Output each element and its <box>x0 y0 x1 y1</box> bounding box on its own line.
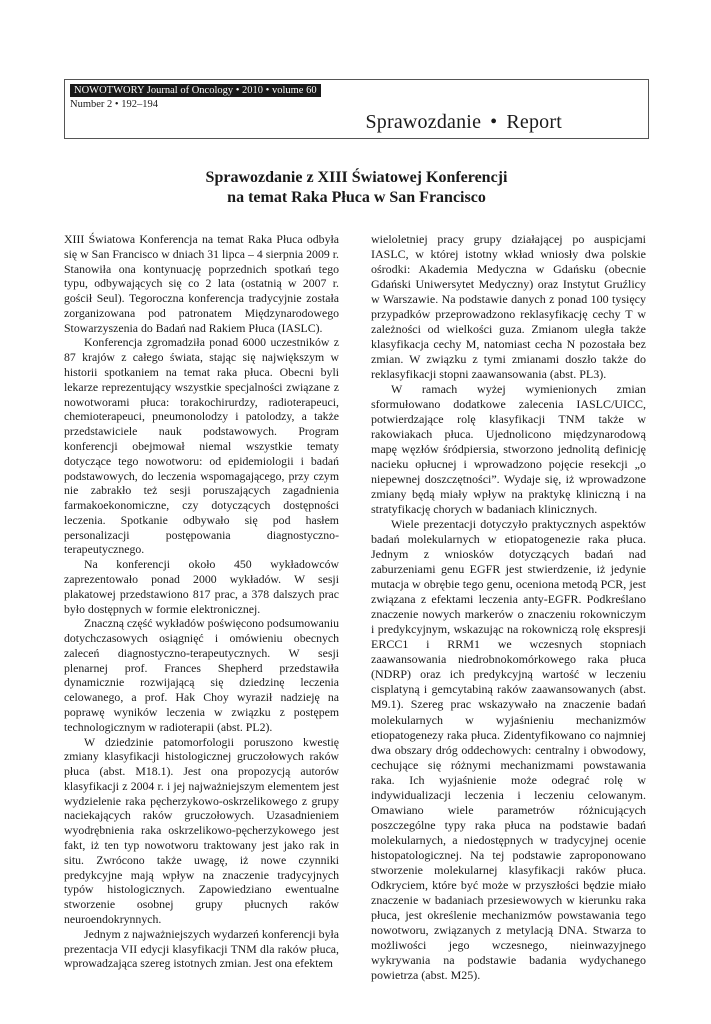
paragraph: W dziedzinie patomorfologii poruszono kwestię zmiany klasyfikacji histologicznej gruczołowych raków płuca (abst. M18.1). Jest ona propozycją autorów klasyfikacji z 2004 r. i jej najważniejszym elementem jest wydzielenie raka pęcherzykowo-oskrzelikowego z grupy naciekających raków gruczołowych. Uzasadnieniem wyodrębnienia raka oskrzelikowo-pęcherzykowego jest fakt, iż ten typ nowotworu traktowany jest jako rak in situ. Zwrócono także uwagę, iż nowe czynniki predykcyjne mają wpływ na znaczenie tradycyjnych typów histologicznych. Zapowiedziano ewentualne stworzenie osobnej grupy płucnych raków neuroendokrynnych. <box>64 734 339 926</box>
section-label <box>365 110 562 134</box>
paragraph: Jednym z najważniejszych wydarzeń konferencji była prezentacja VII edycji klasyfikacji TNM dla raków płuca, wprowadzająca szereg istotnych zmian. Jest ona efektem <box>64 926 339 971</box>
article-title <box>64 168 649 208</box>
left-column <box>64 232 339 971</box>
paragraph: Na konferencji około 450 wykładowców zaprezentowało ponad 2000 wykładów. W sesji plakatowej przedstawiono 817 prac, a 378 dalszych prac było dostępnych w formie elektronicznej. <box>64 557 339 616</box>
paragraph: Znaczną część wykładów poświęcono podsumowaniu dotychczasowych osiągnięć i omówieniu obecnych zaleceń diagnostyczno-terapeutycznych. W sesji plenarnej prof. Frances Shepherd przedstawiła dynamicznie rozwijającą się dziedzinę leczenia celowanego, a prof. Hak Choy wyraził nadzieję na poprawę wyników leczenia w związku z postępem technologicznym w radioterapii (abst. PL2). <box>64 616 339 734</box>
title-line-1: Sprawozdanie z XIII Światowej Konferencji <box>205 169 508 186</box>
paragraph: W ramach wyżej wymienionych zmian sformułowano dodatkowe zalecenia IASLC/UICC, potwierdzające rolę klasyfikacji TNM także w rakowiakach płuca. Ujednolicono międzynarodową mapę węzłów śródpiersia, stworzono jednolitą definicję nacieku opłucnej i wprowadzono pojęcie resekcji „o niepewnej doszczętności”. Wydaje się, iż wprowadzone zmiany będą miały wpływ na praktykę kliniczną i na stratyfikację chorych w badaniach klinicznych. <box>371 382 646 517</box>
journal-header <box>64 79 649 139</box>
paragraph: XIII Światowa Konferencja na temat Raka Płuca odbyła się w San Francisco w dniach 31 lipca – 4 sierpnia 2009 r. Stanowiła ona kontynuację poprzednich spotkań tego typu, odbywających się co 2 lata (ostatnią w 2007 r. gościł Seul). Tegoroczna konferencja tradycyjnie została zorganizowana pod patronatem Międzynarodowego Stowarzyszenia do Badań nad Rakiem Płuca (IASLC). <box>64 232 339 335</box>
section-label-polish: Sprawozdanie <box>365 111 482 133</box>
section-bullet: • <box>490 111 498 133</box>
paragraph: wieloletniej pracy grupy działającej po auspicjami IASLC, w której istotny wkład wniosły dwa polskie ośrodki: Akademia Medyczna w Gdańsku (obecnie Gdański Uniwersytet Medyczny) oraz Instytut Gruźlicy w Warszawie. Na podstawie danych z ponad 100 tysięcy przypadków przeprowadzono reklasyfikację cechy T w zależności od wielkości guza. Zmianom uległa także klasyfikacja cechy M, natomiast cecha N pozostała bez zmian. W związku z tymi zmianami doszło także do reklasyfikacji stopni zaawansowania (abst. PL3). <box>371 232 646 382</box>
section-label-english: Report <box>506 111 562 133</box>
issue-info: Number 2 • 192–194 <box>70 99 158 110</box>
journal-name: NOWOTWORY Journal of Oncology • 2010 • volume 60 <box>70 84 321 97</box>
paragraph: Wiele prezentacji dotyczyło praktycznych aspektów badań molekularnych w etiopatogenezie raka płuca. Jednym z wniosków dotyczących badań nad zaburzeniami genu EGFR jest stwierdzenie, iż jedynie mutacja w obrębie tego genu, oceniona metodą PCR, jest związana z efektami leczenia anty-EGFR. Podkreślano znaczenie nowych markerów o znaczeniu rokowniczym i predykcyjnym, wskazując na rokowniczą rolę ekspresji ERCC1 i RRM1 we wczesnych stopniach zaawansowania niedrobnokomórkowego raka płuca (NDRP) oraz ich predykcyjną wartość w leczeniu cisplatyną i gemcytabiną raków zaawansowanych (abst. M9.1). Szereg prac wskazywało na znaczenie badań molekularnych w wyjaśnieniu mechanizmów etiopatogenezy raka płuca. Zidentyfikowano co najmniej dwa obszary dróg oddechowych: centralny i obwodowy, cechujące się różnymi mechanizmami powstawania raka. Ich wyjaśnienie może odegrać rolę w indywidualizacji leczenia i leczeniu celowanym. Omawiano wiele parametrów różnicujących poszczególne typy raka płuca na podstawie badań molekularnych, a niedostępnych w tradycyjnej ocenie histopatologicznej. Na tej podstawie zaproponowano stworzenie molekularnej klasyfikacji raków płuca. Odkryciem, które być może w przyszłości będzie miało znaczenie w badaniach przesiewowych w kierunku raka płuca, jest określenie mechanizmów powstawania tego nowotworu, związanych z metylacją DNA. Stwarza to możliwości jego wczesnego, nieinwazyjnego wykrywania na podstawie badania wydychanego powietrza (abst. M25). <box>371 517 646 982</box>
paragraph: Konferencja zgromadziła ponad 6000 uczestników z 87 krajów z całego świata, stając się największym w historii spotkaniem na temat raka płuca. Obecni byli lekarze reprezentujący wszystkie specjalności związane z nowotworami płuca: torakochirurdzy, radioterapeuci, chemioterapeuci, pneumonolodzy i patolodzy, a także przedstawiciele nauk podstawowych. Program konferencji obejmował niemal wszystkie tematy dotyczące tego nowotworu: od epidemiologii i badań podstawowych, do leczenia wspomagającego, przy czym nie zabrakło też sesji poruszających zagadnienia farmakoekonomiczne, czy dotyczących dostępności leczenia. Spotkanie odbywało się pod hasłem personalizacji postępowania diagnostyczno-terapeutycznego. <box>64 335 339 557</box>
right-column <box>371 232 646 983</box>
title-line-2: na temat Raka Płuca w San Francisco <box>227 189 486 206</box>
